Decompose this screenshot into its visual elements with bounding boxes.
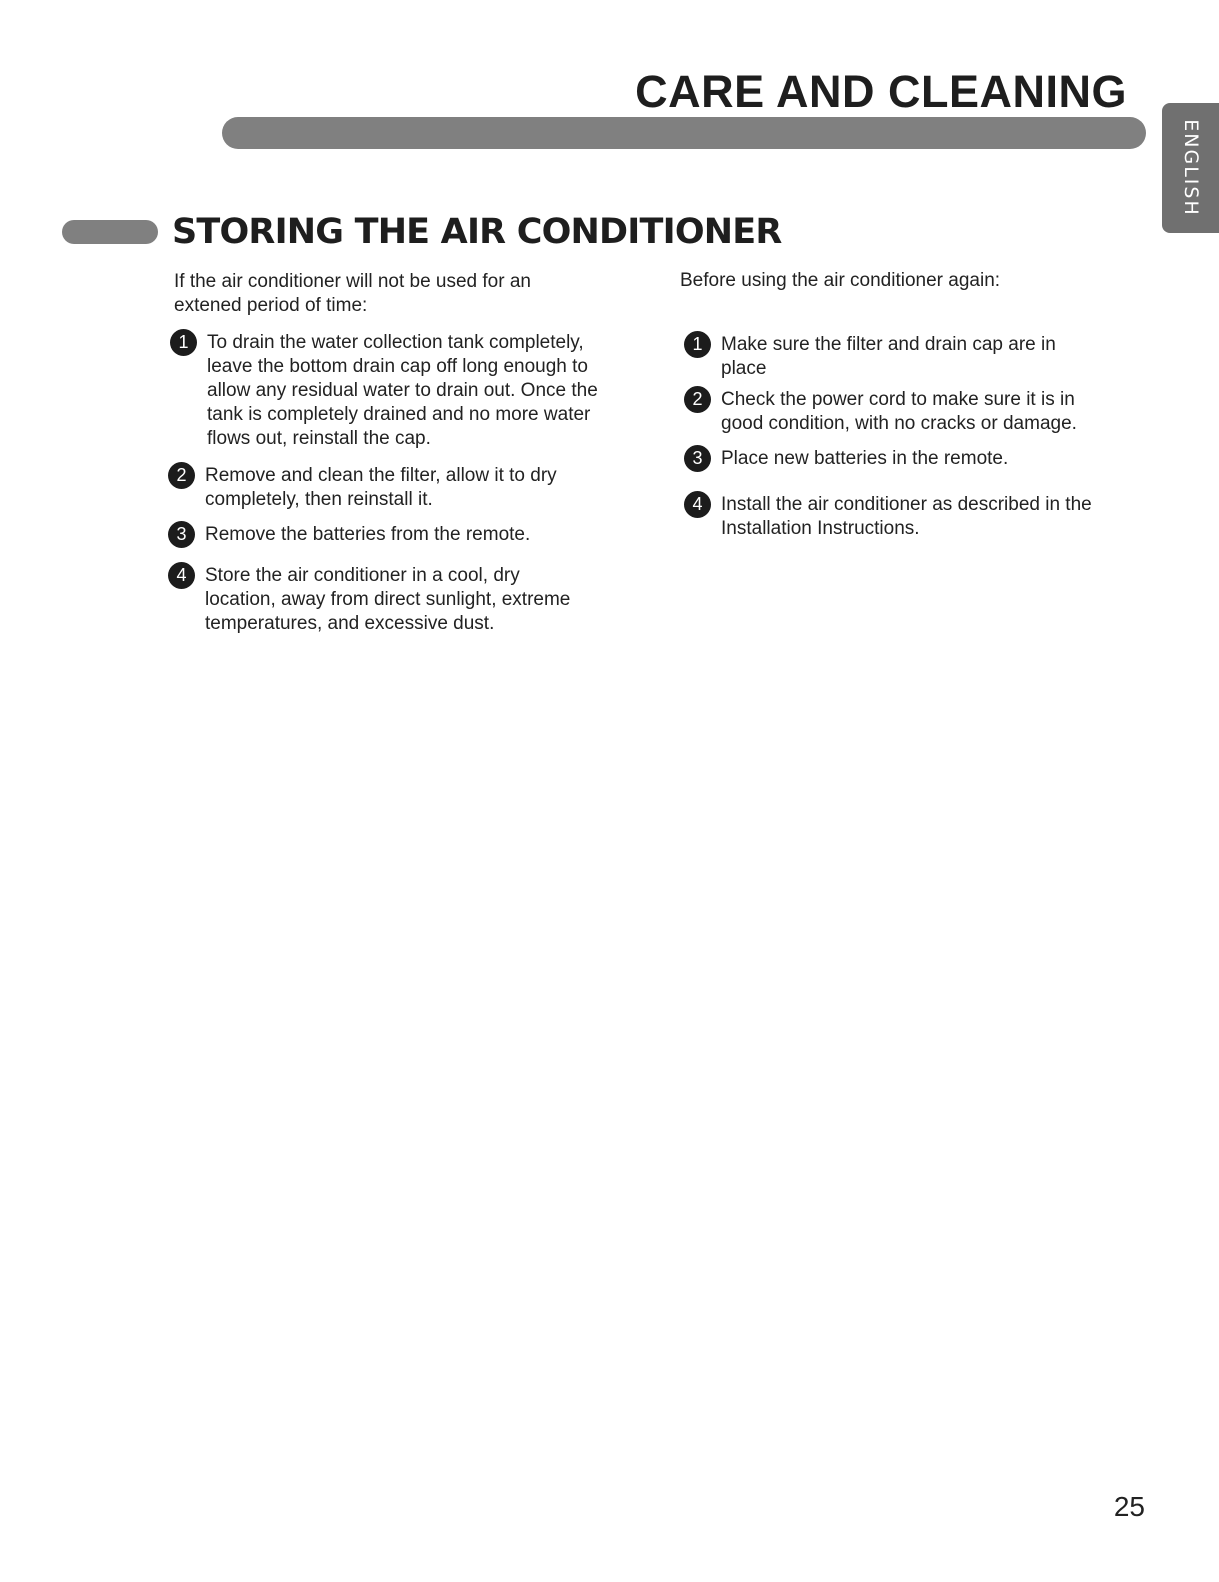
step-number-badge: 1	[684, 331, 711, 358]
step-number-badge: 3	[168, 521, 195, 548]
step-text: Store the air conditioner in a cool, dry location, away from direct sunlight, extreme temperatures, and excessive dust.	[205, 565, 571, 634]
right-step-1	[684, 333, 1124, 381]
step-text: Check the power cord to make sure it is in good condition, with no cracks or damage.	[721, 389, 1077, 434]
step-text: Place new batteries in the remote.	[721, 448, 1009, 469]
step-number-badge: 2	[684, 386, 711, 413]
step-number-badge: 2	[168, 462, 195, 489]
left-step-1	[170, 331, 620, 451]
step-number-badge: 1	[170, 329, 197, 356]
step-text: Remove the batteries from the remote.	[205, 524, 531, 545]
language-tab	[1162, 103, 1219, 233]
step-number-badge: 4	[684, 491, 711, 518]
right-step-2	[684, 388, 1124, 436]
step-text: Install the air conditioner as described in the Installation Instructions.	[721, 494, 1092, 539]
step-number-badge: 3	[684, 445, 711, 472]
right-step-4	[684, 493, 1134, 541]
language-tab-label: ENGLISH	[1179, 119, 1202, 217]
step-text: Make sure the filter and drain cap are in place	[721, 334, 1056, 379]
left-intro: If the air conditioner will not be used for an extened period of time:	[174, 271, 531, 316]
left-step-2	[168, 464, 618, 512]
header-bar	[222, 117, 1146, 149]
right-intro: Before using the air conditioner again:	[680, 270, 1001, 291]
page-number: 25	[1113, 1491, 1145, 1522]
section-title: STORING THE AIR CONDITIONER	[172, 212, 782, 252]
step-text: To drain the water collection tank completely, leave the bottom drain cap off long enough to allow any residual water to drain out. Once the tank is completely drained and no more water flows out, reinstall the cap.	[207, 332, 598, 449]
right-step-3	[684, 447, 1124, 472]
page-header-title: CARE AND CLEANING	[635, 66, 1127, 117]
left-step-3	[168, 523, 618, 548]
step-number-badge: 4	[168, 562, 195, 589]
step-text: Remove and clean the filter, allow it to dry completely, then reinstall it.	[205, 465, 557, 510]
left-step-4	[168, 564, 618, 636]
section-marker-pill	[62, 220, 158, 244]
